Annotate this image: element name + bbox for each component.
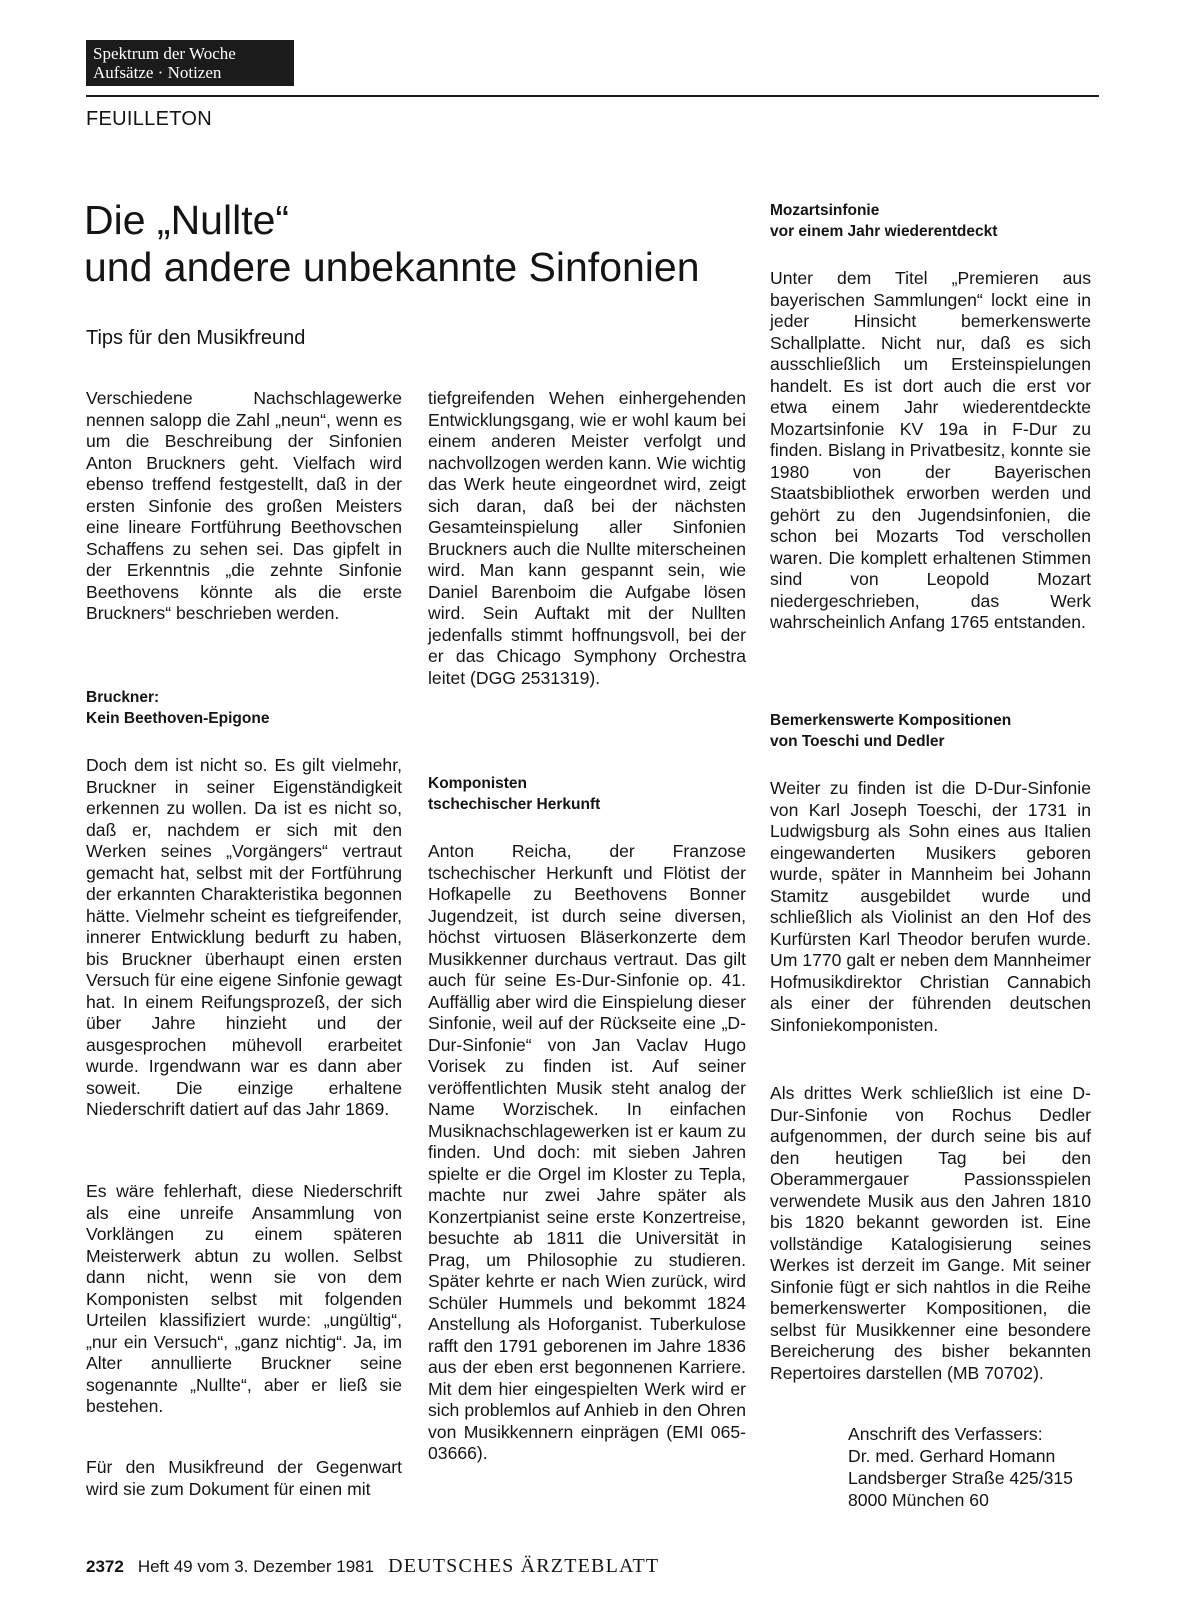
paragraph: Weiter zu finden ist die D-Dur-Sinfonie von Karl Joseph Toeschi, der 1731 in Ludwigsburg als Sohn eines aus Italien eingewanderten Musikers geboren wurde, später in Mannheim bei Johann Stamitz ausgebildet wurde und schließlich als Violinist an den Hof des Kurfürsten Karl Theodor berufen wurde. Um 1770 galt er neben dem Mannheimer Hofmusikdirektor Christian Cannabich als einer der führenden deutschen Sinfoniekomponisten. xyxy=(770,778,1091,1035)
column-1-body-2 xyxy=(86,1181,402,1418)
paragraph: Unter dem Titel „Premieren aus bayerischen Sammlungen“ lockt eine in jeder Hinsicht bemerkenswerte Schallplatte. Nicht nur, daß es sich ausschließlich um Ersteinspielungen handelt. Es ist dort auch die erst vor etwa einem Jahr wiederentdeckte Mozartsinfonie KV 19a in F-Dur zu finden. Bislang in Privatbesitz, konnte sie 1980 von der Bayerischen Staatsbibliothek erworben werden und gehört zu den Jugendsinfonien, die schon bei Mozarts Tod verschollen waren. Die komplett erhaltenen Stimmen sind von Leopold Mozart niedergeschrieben, das Werk wahrscheinlich Anfang 1765 entstanden. xyxy=(770,268,1091,632)
section-heading-line1: Mozartsinfonie xyxy=(770,202,880,219)
column-1-body xyxy=(86,755,402,1121)
address-line: Dr. med. Gerhard Homann xyxy=(848,1446,1056,1466)
section-heading-line2: Kein Beethoven-Epigone xyxy=(86,710,270,727)
section-heading xyxy=(770,710,1091,752)
issue-info: Heft 49 vom 3. Dezember 1981 xyxy=(137,1557,375,1576)
column-1-body-3 xyxy=(86,1457,402,1500)
header-rule xyxy=(86,95,1099,97)
column-2-intro xyxy=(428,388,746,689)
section-heading-line1: Bemerkenswerte Kompositionen xyxy=(770,712,1012,729)
author-address xyxy=(848,1423,1073,1511)
section-heading-line2: von Toeschi und Dedler xyxy=(770,733,945,750)
article-title xyxy=(84,197,700,291)
article-title-line2: und andere unbekannte Sinfonien xyxy=(84,244,700,290)
address-line: Anschrift des Verfassers: xyxy=(848,1424,1043,1444)
section-heading xyxy=(770,200,1091,242)
paragraph: Als drittes Werk schließlich ist eine D-Dur-Sinfonie von Rochus Dedler aufgenommen, der durch seine bis auf den heutigen Tag bei den Oberammergauer Passionsspielen verwendete Musik aus den Jahren 1810 bis 1820 bekannt geworden ist. Eine vollständige Katalogisierung seines Werkes ist derzeit im Gange. Mit seiner Sinfonie fügt er sich nahtlos in die Reihe bemerkenswerter Kompositionen, die selbst für Musikkenner eine besondere Bereicherung des bisher bekannten Repertoires darstellen (MB 70702). xyxy=(770,1083,1091,1383)
address-line: Landsberger Straße 425/315 xyxy=(848,1468,1073,1488)
column-3-heading-2 xyxy=(770,710,1091,752)
paragraph: Doch dem ist nicht so. Es gilt vielmehr, Bruckner in seiner Eigenständigkeit erkennen zu wollen. Da ist es nicht so, daß er, nachdem er sich mit den Werken seines „Vorgängers“ vertraut gemacht hat, selbst mit der Fortführung der erkannten Charakteristika begonnen hätte. Vielmehr scheint es tiefgreifender, innerer Entwicklung bedurft zu haben, bis Bruckner überhaupt einen ersten Versuch für eine eigene Sinfonie gewagt hat. In einem Reifungsprozeß, der sich über Jahre hinzieht und der ausgesprochen mühevoll erarbeitet wurde. Irgendwann war es dann aber soweit. Die einzige erhaltene Niederschrift datiert auf das Jahr 1869. xyxy=(86,755,402,1119)
address-line: 8000 München 60 xyxy=(848,1490,989,1510)
paragraph: Anton Reicha, der Franzose tschechischer Herkunft und Flötist der Hofkapelle zu Beethovens Bonner Jugendzeit, ist durch seine diversen, höchst virtuosen Bläserkonzerte dem Musikkenner durchaus vertraut. Das gilt auch für seine Es-Dur-Sinfonie op. 41. Auffällig aber wird die Einspielung dieser Sinfonie, weil auf der Rückseite eine „D-Dur-Sinfonie“ von Jan Vaclav Hugo Vorisek zu finden ist. Auf seiner veröffentlichten Musik steht analog der Name Worzischek. In einfachen Musiknachschlagewerken ist er kaum zu finden. Und doch: mit sieben Jahren spielte er die Orgel im Kloster zu Tepla, machte nur zwei Jahre später als Konzertpianist seine erste Konzertreise, besuchte ab 1811 die Universität in Prag, um Philosophie zu studieren. Später kehrte er nach Wien zurück, wird Schüler Hummels und bekommt 1824 Anstellung als Hoforganist. Tuberkulose rafft den 1791 geborenen im Jahre 1836 aus der eben erst begonnenen Karriere. Mit dem hier eingespielten Werk wird er sich problemlos auf Anhieb in den Ohren von Musikkennern einprägen (EMI 065-03666). xyxy=(428,841,746,1463)
column-1-intro xyxy=(86,388,402,625)
column-3-body-3 xyxy=(770,1083,1091,1384)
column-1-heading xyxy=(86,687,402,729)
paragraph: Für den Musikfreund der Gegenwart wird sie zum Dokument für einen mit xyxy=(86,1457,402,1499)
section-heading-line1: Bruckner: xyxy=(86,689,160,706)
paragraph: tiefgreifenden Wehen einhergehenden Entwicklungsgang, wie er wohl kaum bei einem anderen Meister verfolgt und nachvollzogen werden kann. Wie wichtig das Werk heute eingeordnet wird, zeigt sich daran, daß bei der nächsten Gesamteinspielung aller Sinfonien Bruckners auch die Nullte miterscheinen wird. Man kann gespannt sein, wie Daniel Barenboim die Aufgabe lösen wird. Sein Auftakt mit der Nullten jedenfalls stimmt hoffnungsvoll, bei der er das Chicago Symphony Orchestra leitet (DGG 2531319). xyxy=(428,388,746,688)
section-heading xyxy=(428,773,746,815)
rubric-label: FEUILLETON xyxy=(86,108,212,130)
column-3-body-2 xyxy=(770,778,1091,1036)
section-badge-line2: Aufsätze · Notizen xyxy=(93,63,222,82)
page-number: 2372 xyxy=(86,1557,124,1576)
page-footer xyxy=(86,1555,659,1578)
column-3-body xyxy=(770,268,1091,634)
section-badge xyxy=(86,40,294,86)
section-heading-line2: tschechischer Herkunft xyxy=(428,796,601,813)
column-2-body xyxy=(428,841,746,1465)
section-heading xyxy=(86,687,402,729)
magazine-name: DEUTSCHES ÄRZTEBLATT xyxy=(388,1555,660,1577)
column-2-heading xyxy=(428,773,746,815)
paragraph: Verschiedene Nachschlagewerke nennen salopp die Zahl „neun“, wenn es um die Beschreibung der Sinfonien Anton Bruckners geht. Vielfach wird ebenso treffend festgestellt, daß in der ersten Sinfonie des großen Meisters eine lineare Fortführung Beethovschen Schaffens zu sehen sei. Das gipfelt in der Erkenntnis „die zehnte Sinfonie Beethovens könnte als die erste Bruckners“ beschrieben werden. xyxy=(86,388,402,623)
section-badge-line1: Spektrum der Woche xyxy=(93,44,236,63)
section-heading-line1: Komponisten xyxy=(428,775,528,792)
article-subtitle: Tips für den Musikfreund xyxy=(86,327,306,349)
article-title-line1: Die „Nullte“ xyxy=(84,197,290,243)
column-3-heading xyxy=(770,200,1091,242)
section-heading-line2: vor einem Jahr wiederentdeckt xyxy=(770,223,998,240)
paragraph: Es wäre fehlerhaft, diese Niederschrift als eine unreife Ansammlung von Vorklängen zu einem späteren Meisterwerk abtun zu wollen. Selbst dann nicht, wenn sie von dem Komponisten selbst mit folgenden Urteilen klassifiziert wurde: „ungültig“, „nur ein Versuch“, „ganz nichtig“. Ja, im Alter annullierte Bruckner seine sogenannte „Nullte“, aber er ließ sie bestehen. xyxy=(86,1181,402,1416)
